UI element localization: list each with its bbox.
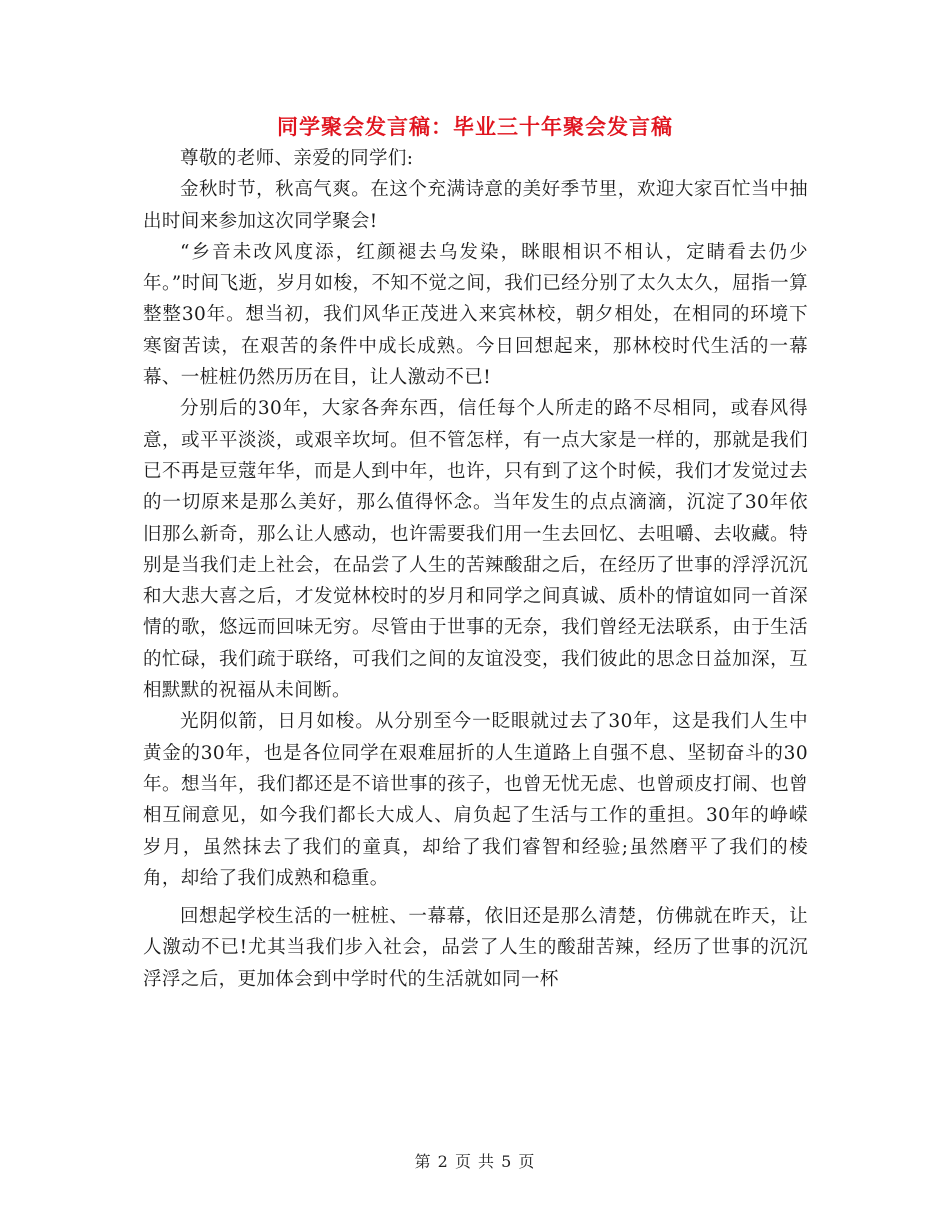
paragraph-2: “乡音未改风度添，红颜褪去乌发染，眯眼相识不相认，定睛看去仍少年。”时间飞逝，岁月如梭，不知不觉之间，我们已经分别了太久太久，屈指一算整整30年。想当初，我们风华正茂进入来宾林校，朝夕相处，在相同的环境下寒窗苦读，在艰苦的条件中成长成熟。今日回想起来，那林校时代生活的一幕幕、一桩桩仍然历历在目，让人激动不已!	[143, 241, 808, 389]
page-number-footer: 第 2 页 共 5 页	[414, 1152, 536, 1171]
paragraph-1: 金秋时节，秋高气爽。在这个充满诗意的美好季节里，欢迎大家百忙当中抽出时间来参加这次同学聚会!	[143, 179, 808, 232]
paragraph-5: 回想起学校生活的一桩桩、一幕幕，依旧还是那么清楚，仿佛就在昨天，让人激动不已!尤其当我们步入社会，品尝了人生的酸甜苦辣，经历了世事的沉沉浮浮之后，更加体会到中学时代的生活就如同一杯	[143, 906, 808, 990]
paragraph-4: 光阴似箭，日月如梭。从分别至今一眨眼就过去了30年，这是我们人生中黄金的30年，也是各位同学在艰难屈折的人生道路上自强不息、坚韧奋斗的30年。想当年，我们都还是不谙世事的孩子，也曾无忧无虑、也曾顽皮打闹、也曾相互闹意见，如今我们都长大成人、肩负起了生活与工作的重担。30年的峥嵘岁月，虽然抹去了我们的童真，却给了我们睿智和经验;虽然磨平了我们的棱角，却给了我们成熟和稳重。	[143, 711, 808, 889]
page-title: 同学聚会发言稿：毕业三十年聚会发言稿	[277, 114, 673, 139]
document-body	[143, 143, 808, 995]
paragraph-3: 分别后的30年，大家各奔东西，信任每个人所走的路不尽相同，或春风得意，或平平淡淡，或艰辛坎坷。但不管怎样，有一点大家是一样的，那就是我们已不再是豆蔻年华，而是人到中年，也许，只有到了这个时候，我们才发觉过去的一切原来是那么美好，那么值得怀念。当年发生的点点滴滴，沉淀了30年依旧那么新奇，那么让人感动，也许需要我们用一生去回忆、去咀嚼、去收藏。特别是当我们走上社会，在品尝了人生的苦辣酸甜之后，在经历了世事的浮浮沉沉和大悲大喜之后，才发觉林校时的岁月和同学之间真诚、质朴的情谊如同一首深情的歌，悠远而回味无穷。尽管由于世事的无奈，我们曾经无法联系，由于生活的忙碌，我们疏于联络，可我们之间的友谊没变，我们彼此的思念日益加深，互相默默的祝福从未间断。	[143, 398, 808, 702]
paragraph-greeting: 尊敬的老师、亲爱的同学们:	[180, 148, 414, 169]
